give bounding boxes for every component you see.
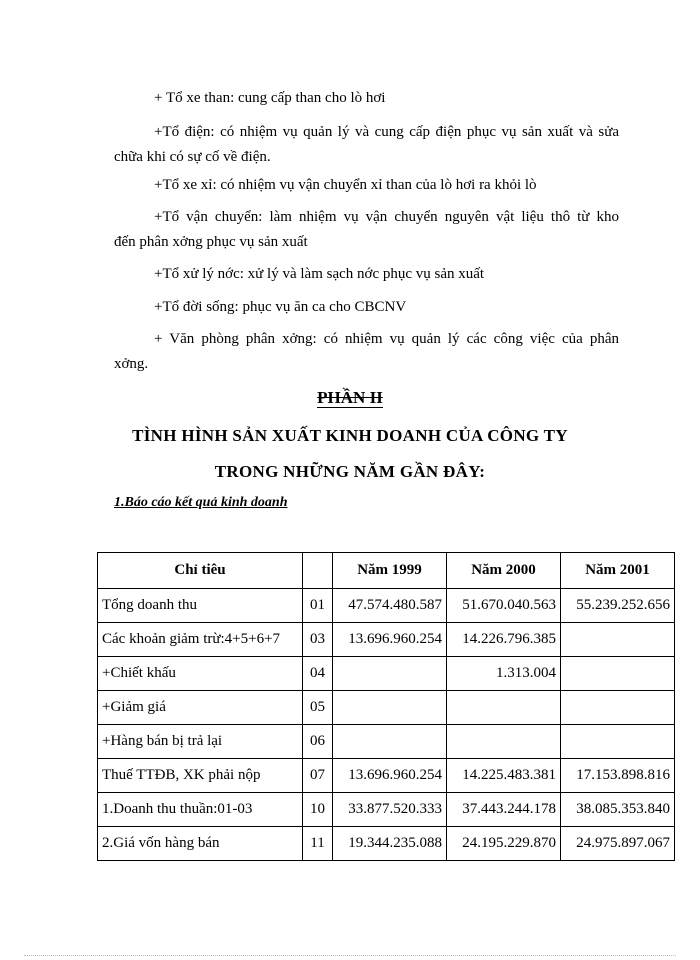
cell-code: 06 [303,725,333,759]
cell-1999: 47.574.480.587 [333,589,447,623]
cell-code: 10 [303,793,333,827]
cell-1999 [333,657,447,691]
cell-code: 01 [303,589,333,623]
business-results-table [97,552,675,861]
cell-2000: 14.226.796.385 [447,623,561,657]
paragraph-line-cont: xởng. [114,356,149,372]
cell-2001 [561,623,675,657]
cell-indicator: 1.Doanh thu thuần:01-03 [98,793,303,827]
cell-code: 04 [303,657,333,691]
paragraph-electric-team [114,120,619,170]
table-row [98,657,675,691]
table-row [98,827,675,861]
cell-indicator: +Giảm giá [98,691,303,725]
paragraph-line-cont: đến phân xởng phục vụ sản xuất [114,234,308,250]
paragraph-coal-team [114,86,619,111]
header-year-2000: Năm 2000 [447,553,561,589]
table-row [98,725,675,759]
paragraph-slag-team [114,173,619,198]
paragraph-line: +Tổ điện: có nhiệm vụ quản lý và cung cấp điện phục vụ sản xuất và sửa [154,124,619,140]
cell-2000 [447,725,561,759]
table-row [98,793,675,827]
cell-2001: 38.085.353.840 [561,793,675,827]
cell-2001: 17.153.898.816 [561,759,675,793]
cell-2001: 24.975.897.067 [561,827,675,861]
header-code [303,553,333,589]
cell-indicator: +Chiết khấu [98,657,303,691]
page-title-line-1: TÌNH HÌNH SẢN XUẤT KINH DOANH CỦA CÔNG TY [132,426,568,445]
cell-2000: 24.195.229.870 [447,827,561,861]
page-bottom-divider [24,955,676,956]
cell-2001 [561,657,675,691]
cell-indicator: Các khoản giảm trừ:4+5+6+7 [98,623,303,657]
table-row [98,623,675,657]
cell-code: 05 [303,691,333,725]
cell-2000: 51.670.040.563 [447,589,561,623]
cell-code: 07 [303,759,333,793]
cell-2000: 1.313.004 [447,657,561,691]
cell-2001: 55.239.252.656 [561,589,675,623]
header-indicator: Chỉ tiêu [98,553,303,589]
header-year-1999: Năm 1999 [333,553,447,589]
cell-2000 [447,691,561,725]
cell-indicator: Thuế TTĐB, XK phải nộp [98,759,303,793]
paragraph-line: + Tổ xe than: cung cấp than cho lò hơi [154,90,386,106]
cell-1999: 19.344.235.088 [333,827,447,861]
cell-2000: 37.443.244.178 [447,793,561,827]
cell-indicator: +Hàng bán bị trả lại [98,725,303,759]
part-heading-text: PHẦN II [317,388,383,407]
table-header-row [98,553,675,589]
table-row [98,589,675,623]
table-row [98,759,675,793]
cell-2001 [561,691,675,725]
cell-indicator: 2.Giá vốn hàng bán [98,827,303,861]
cell-1999: 33.877.520.333 [333,793,447,827]
paragraph-line: +Tổ vận chuyển: làm nhiệm vụ vận chuyển nguyên vật liệu thô từ kho [154,209,619,225]
paragraph-line: +Tổ đời sống: phục vụ ăn ca cho CBCNV [154,299,407,315]
paragraph-transport-team [114,205,619,255]
cell-2001 [561,725,675,759]
paragraph-line: +Tổ xử lý nớc: xử lý và làm sạch nớc phục vụ sản xuất [154,266,485,282]
cell-1999: 13.696.960.254 [333,623,447,657]
paragraph-water-team [114,262,619,287]
cell-1999 [333,691,447,725]
cell-code: 11 [303,827,333,861]
paragraph-line: +Tổ xe xỉ: có nhiệm vụ vận chuyển xỉ than của lò hơi ra khỏi lò [154,177,537,193]
paragraph-line: + Văn phòng phân xởng: có nhiệm vụ quản lý các công việc của phân [154,331,619,347]
table-row [98,691,675,725]
cell-2000: 14.225.483.381 [447,759,561,793]
header-year-2001: Năm 2001 [561,553,675,589]
cell-1999: 13.696.960.254 [333,759,447,793]
part-heading [0,388,700,408]
section-heading: 1.Báo cáo kết quả kinh doanh [114,495,288,510]
cell-code: 03 [303,623,333,657]
paragraph-line-cont: chữa khi có sự cố về điện. [114,149,271,165]
page-title-line-2: TRONG NHỮNG NĂM GẦN ĐÂY: [214,462,486,481]
cell-1999 [333,725,447,759]
paragraph-workshop-office [114,327,619,377]
paragraph-living-team [114,295,619,320]
cell-indicator: Tổng doanh thu [98,589,303,623]
